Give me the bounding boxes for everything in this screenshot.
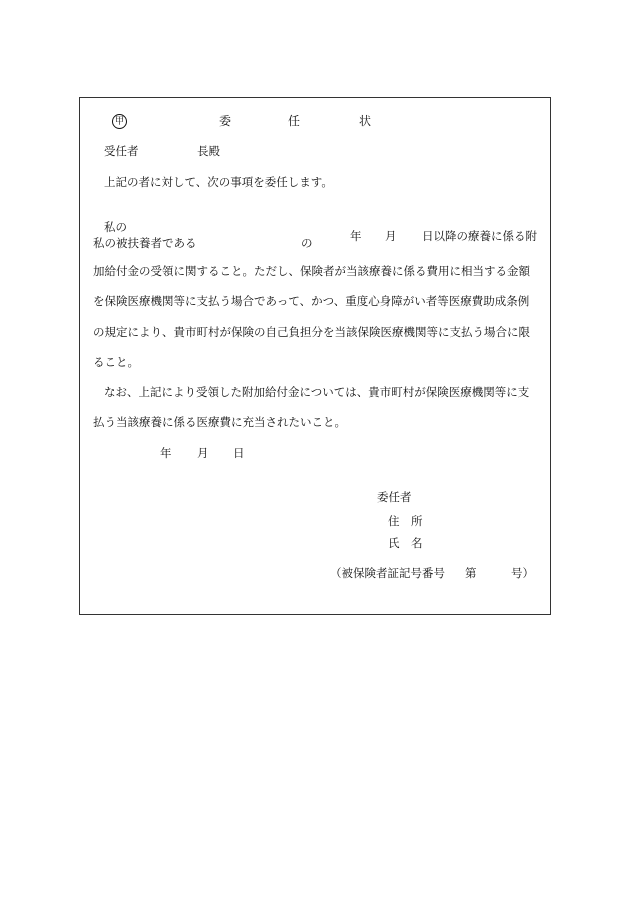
sign-day-label: 日 <box>233 446 245 460</box>
honorific: 長殿 <box>197 144 220 158</box>
body-line-4: ること。 <box>93 355 139 369</box>
subject-no: の <box>301 236 313 250</box>
delegator-label: 委任者 <box>377 490 412 504</box>
after-date-text: 日以降の療養に係る附 <box>422 229 537 243</box>
insurance-card-prefix: （被保険者証記号番号 <box>330 566 445 580</box>
insurance-card-go: 号） <box>511 566 534 580</box>
subject-option-dependent: 私の被扶養者である <box>93 236 197 250</box>
address-label: 住 所 <box>388 514 423 528</box>
sign-year-label: 年 <box>160 446 172 460</box>
start-month-label: 月 <box>385 229 397 243</box>
title-char-2: 任 <box>288 114 301 128</box>
body-line-2: を保険医療機関等に支払う場合であって、かつ、重度心身障がい者等医療費助成条例 <box>93 294 530 308</box>
body-line-1: 加給付金の受領に関すること。ただし、保険者が当該療養に係る費用に相当する金額 <box>93 264 530 278</box>
start-year-label: 年 <box>350 229 362 243</box>
body-line-3: の規定により、貴市町村が保険の自己負担分を当該保険医療機関等に支払う場合に限 <box>93 325 530 339</box>
recipient-label: 受任者 <box>104 144 139 158</box>
subject-option-self: 私の <box>104 220 127 234</box>
name-label: 氏 名 <box>388 536 423 550</box>
note-line-2: 払う当該療養に係る医療費に充当されたいこと。 <box>93 415 346 429</box>
title-char-1: 委 <box>219 114 232 128</box>
sign-month-label: 月 <box>197 446 209 460</box>
note-line-1: なお、上記により受領した附加給付金については、貴市町村が保険医療機関等に支 <box>104 385 530 399</box>
seal-mark: 甲 <box>112 114 127 129</box>
intro-text: 上記の者に対して、次の事項を委任します。 <box>104 175 333 189</box>
title-char-3: 状 <box>359 114 372 128</box>
insurance-card-dai: 第 <box>465 566 477 580</box>
